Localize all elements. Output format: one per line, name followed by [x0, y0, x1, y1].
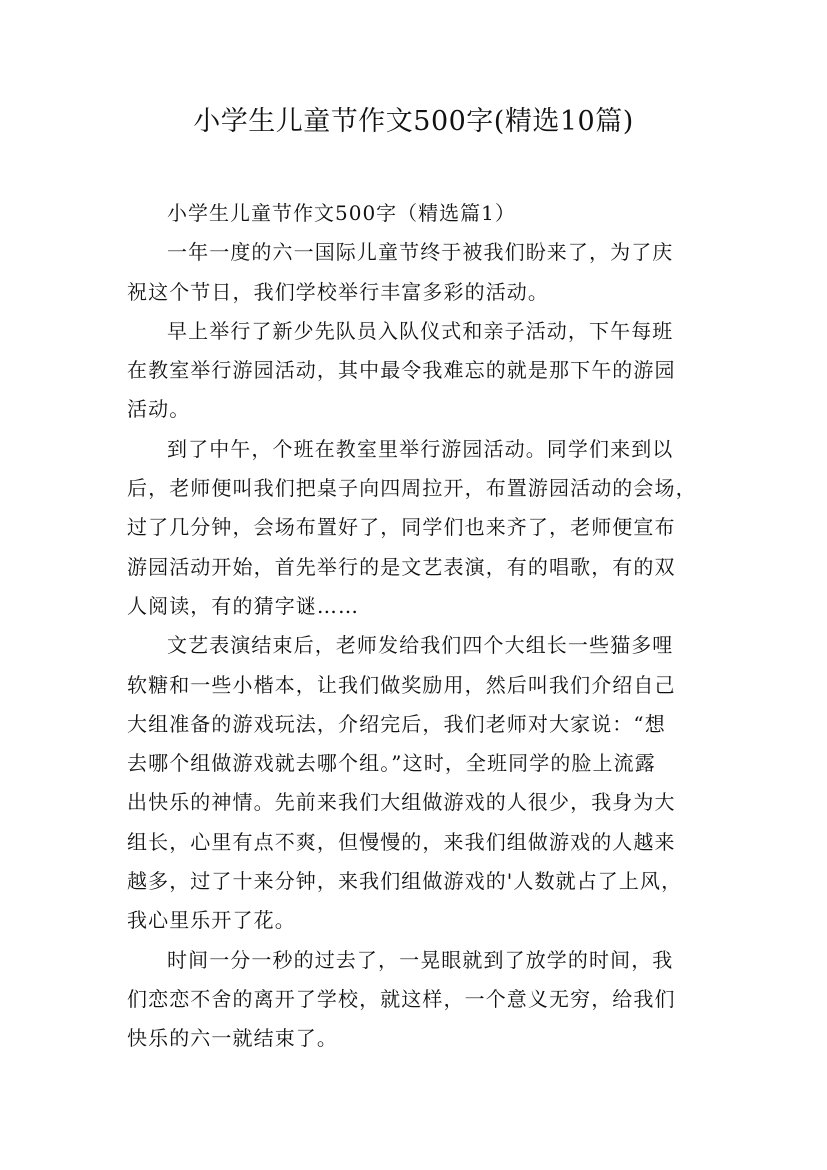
paragraph-1: 一年一度的六一国际儿童节终于被我们盼来了，为了庆 祝这个节日，我们学校举行丰富多彩的活动。 — [127, 240, 674, 304]
document-title: 小学生儿童节作文500字(精选10篇) — [193, 106, 634, 137]
paragraph-5: 时间一分一秒的过去了，一晃眼就到了放学的时间，我 们恋恋不舍的离开了学校，就这样，一个意义无穷，给我们 快乐的六一就结束了。 — [127, 947, 676, 1051]
paragraph-3: 到了中午，个班在教室里举行游园活动。同学们来到以 后，老师便叫我们把桌子向四周拉开，布置游园活动的会场， 过了几分钟，会场布置好了，同学们也来齐了，老师便宣布 游园活动开始，首先举行的是文艺表演，有的唱歌，有的双 人阅读，有的猜字谜…… — [127, 436, 697, 618]
paragraph-4: 文艺表演结束后，老师发给我们四个大组长一些猫多哩 软糖和一些小楷本，让我们做奖励用，然后叫我们介绍自己 大组准备的游戏玩法，介绍完后，我们老师对大家说：“想 去哪个组做游戏就去哪个组。”这时，全班同学的脸上流露 出快乐的神情。先前来我们大组做游戏的人很少，我身为大 组长，心里有点不爽，但慢慢的，来我们组做游戏的人越来 越多，过了十来分钟，来我们组做游戏的'人数就占了上风， 我心里乐开了花。 — [127, 633, 683, 933]
document-body — [127, 194, 712, 1059]
paragraph-2: 早上举行了新少先队员入队仪式和亲子活动，下午每班 在教室举行游园活动，其中最令我难忘的就是那下午的游园 活动。 — [127, 318, 676, 422]
essay-subtitle: 小学生儿童节作文500字（精选篇1） — [167, 201, 516, 225]
